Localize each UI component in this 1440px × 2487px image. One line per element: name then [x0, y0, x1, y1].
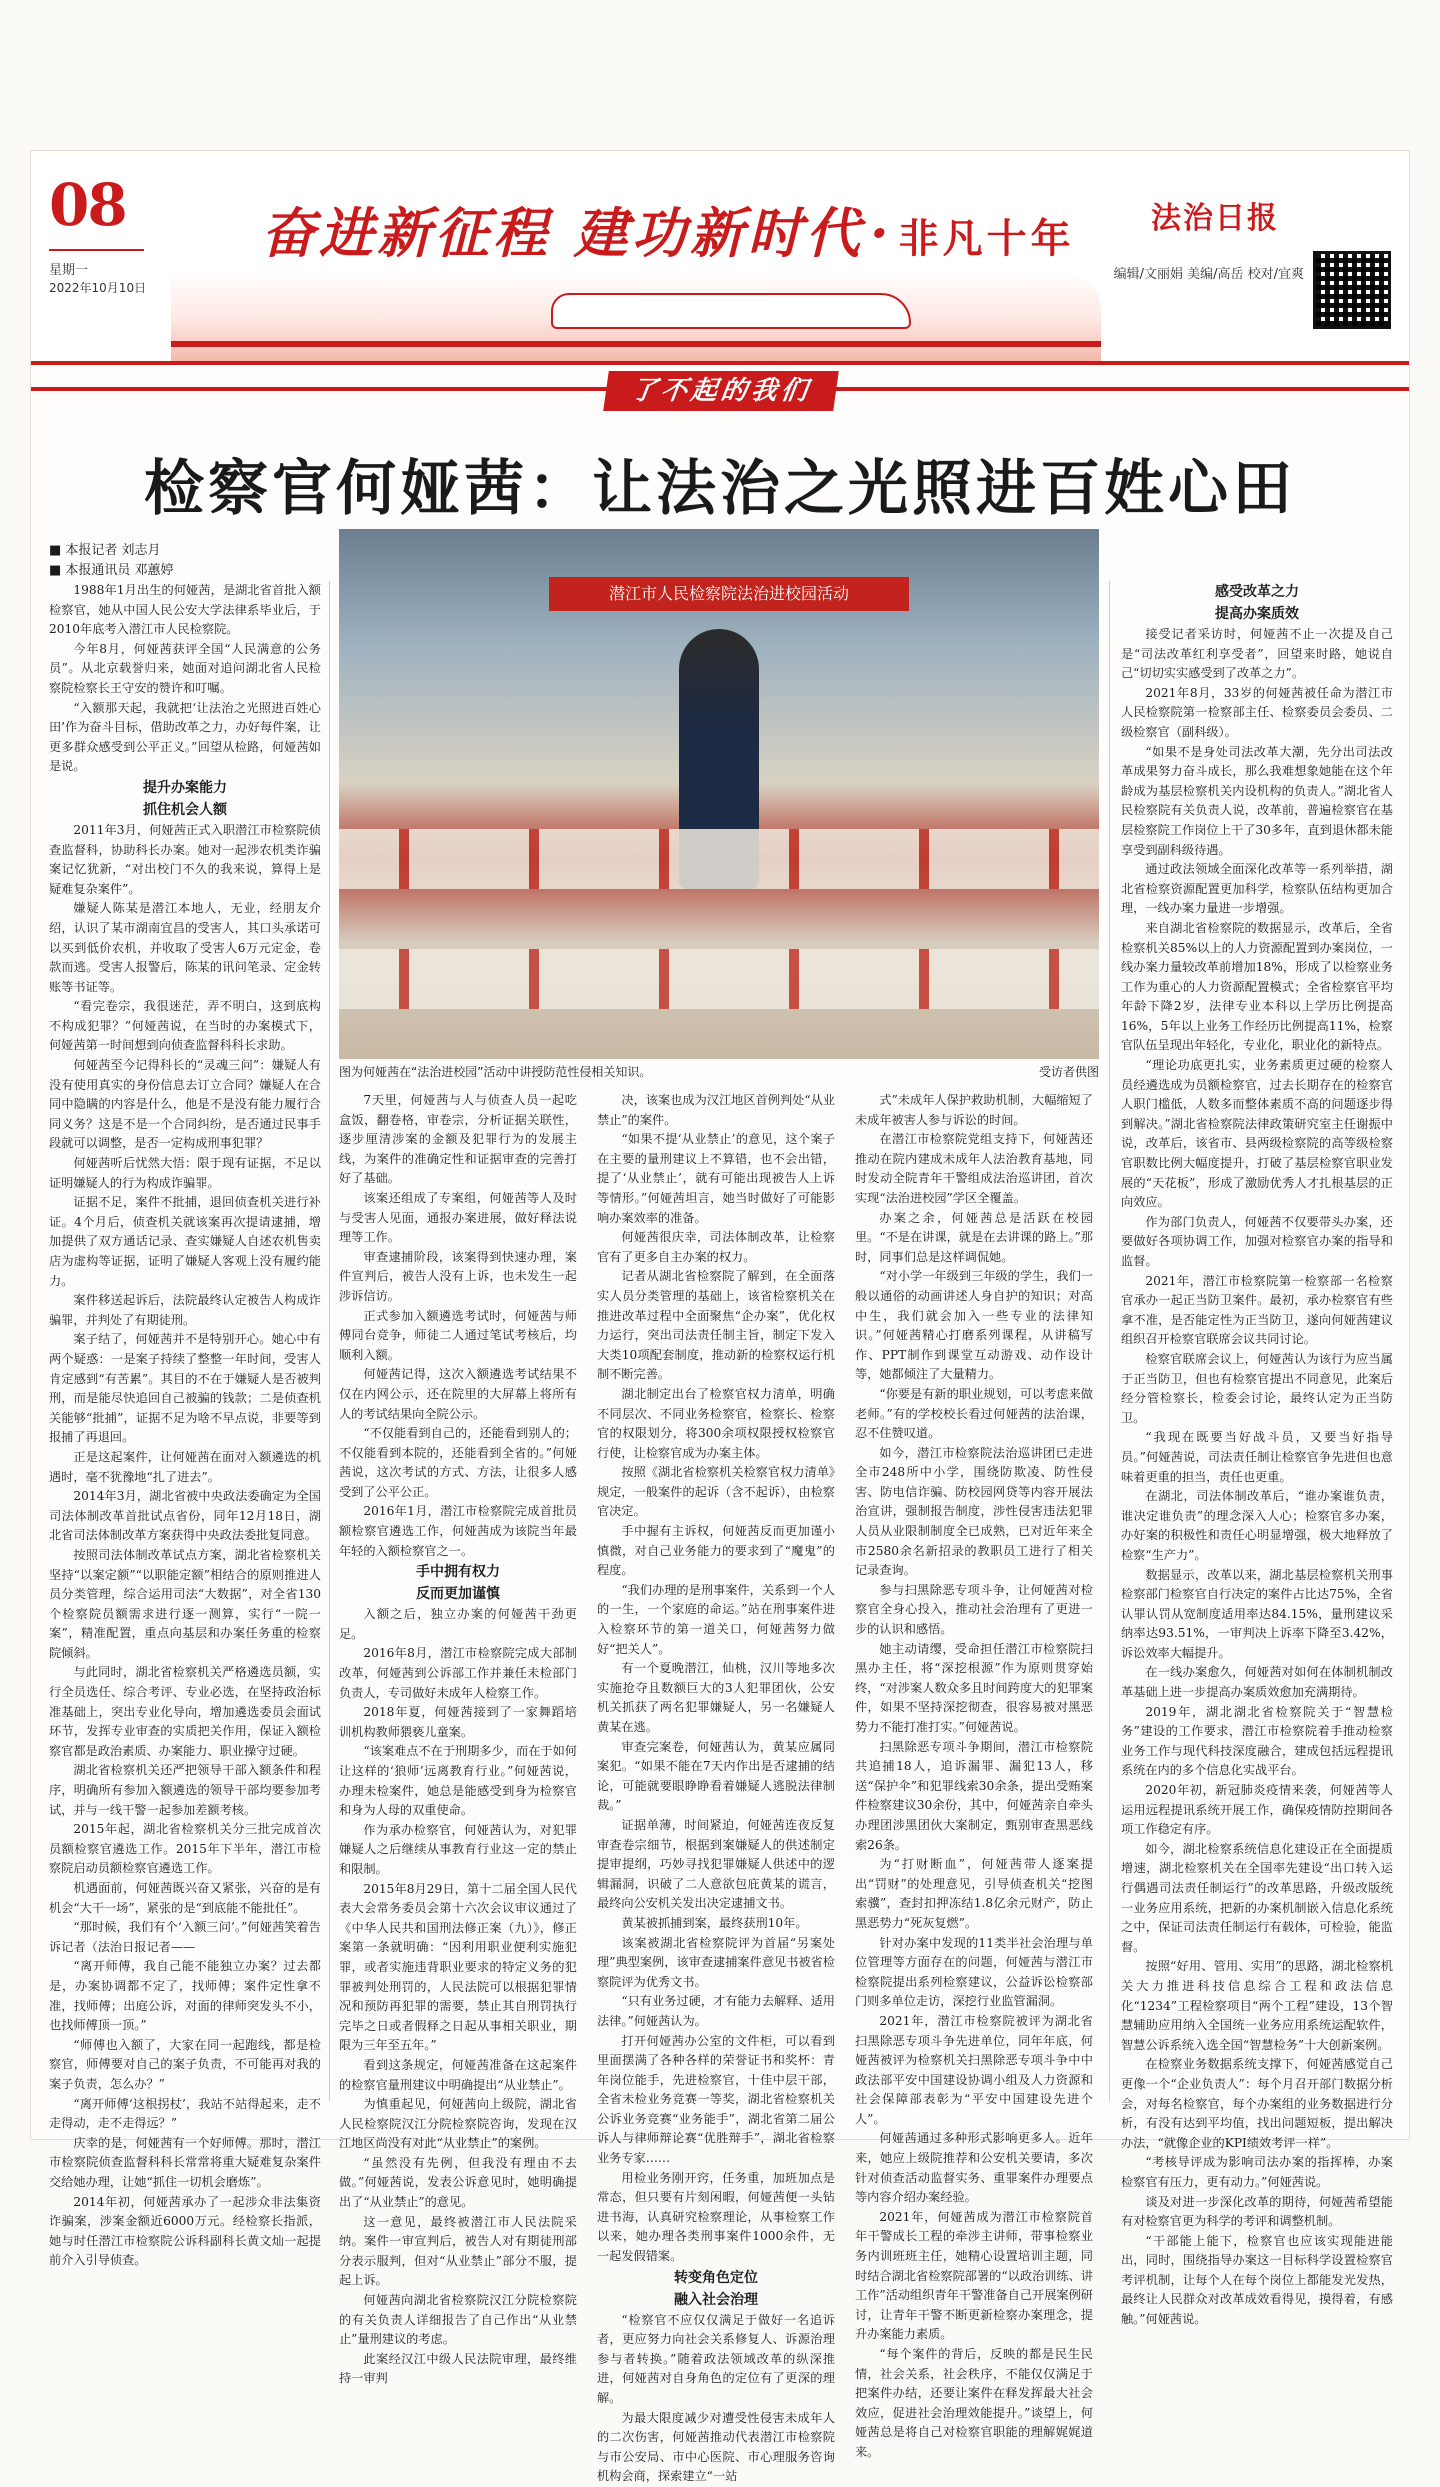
- header-red-line: [171, 341, 1101, 347]
- paragraph: 2020年初，新冠肺炎疫情来袭，何娅茜等人运用远程提讯系统开展工作，确保疫情防控期间各项工作稳定有序。: [1121, 1783, 1393, 1837]
- paragraph: “我们办理的是刑事案件，关系到一个人的一生，一个家庭的命运。”站在刑事案件进入检察环节的第一道关口，何娅茜努力做好“把关人”。: [597, 1582, 835, 1656]
- paragraph: “理论功底更扎实，业务素质更过硬的检察人员经遴选成为员额检察官，过去长期存在的检察官人职门槛低，人数多而整体素质不高的问题逐步得到解决。”湖北省检察院法律政策研究室主任谢振中说，改革后，该省市、县两级检察院的高等级检察官职数比例大幅度提升，打破了基层检察官职业发展的“天花板”，形成了激励优秀人才扎根基层的正向效应。: [1121, 1058, 1393, 1210]
- header-divider: [49, 249, 144, 251]
- editor-credits: 编辑/文丽娟 美编/高岳 校对/宜爽: [1113, 267, 1304, 282]
- paragraph: 在一线办案愈久，何娅茜对如何在体制机制改革基础上进一步提高办案质效愈加充满期待。: [1121, 1665, 1393, 1700]
- subheading: 感受改革之力 提高办案质效: [1215, 584, 1299, 622]
- subheading: 手中拥有权力 反而更加谨慎: [416, 1564, 500, 1603]
- paragraph: “我现在既要当好战斗员，又要当好指导员。”何娅茜说，司法责任制让检察官争先进但也意味着更重的担当，责任也更重。: [1121, 1430, 1393, 1484]
- paragraph: 用检业务刚开窍，任务重，加班加点是常态，但只要有片刻闲暇，何娅茜便一头钻进书海，认真研究检察理论，从事检察工作以来，她办理各类刑事案件1000余件，无一起发假错案。: [597, 2170, 835, 2264]
- paragraph: 按照《湖北省检察机关检察官权力清单》规定，一般案件的起诉（含不起诉），由检察官决定。: [597, 1465, 835, 1519]
- slogan-main: 奋进新征程 建功新时代: [261, 201, 864, 265]
- qr-code-icon: [1313, 251, 1391, 329]
- photo-banner: 潜江市人民检察院法治进校园活动: [549, 577, 909, 611]
- paragraph: “师傅也入额了，大家在同一起跑线，都是检察官，师傅要对自己的案子负责，不可能再对我的案子负责，怎么办？”: [49, 2037, 321, 2091]
- paragraph: 检察官联席会议上，何娅茜认为该行为应当属于正当防卫，但也有检察官提出不同意见，此案后经分管检察长，检委会讨论，最终认定为正当防卫。: [1121, 1351, 1393, 1425]
- paragraph: 作为部门负责人，何娅茜不仅要带头办案，还要做好各项协调工作，加强对检察官办案的指导和监督。: [1121, 1214, 1393, 1268]
- paragraph: 如今，潜江市检察院法治巡讲团已走进全市248所中小学，围绕防欺凌、防性侵害、防电信诈骗、防校园网贷等内容开展法治宣讲，强制报告制度，涉性侵害违法犯罪人员从业限制制度全已成熟，已对近年来全市2580余名新招录的教职员工进行了相关记录查询。: [855, 1445, 1093, 1578]
- paragraph: “离开师傅，我自己能不能独立办案？过去都是，办案协调都不定了，找师傅；案件定性拿不准，找师傅；出庭公诉，对面的律师突发头不小，也找师傅顶一顶。”: [49, 1959, 321, 2033]
- page-number: 08: [49, 171, 126, 239]
- paragraph: 何娅茜通过多种形式影响更多人。近年来，她应上级院推荐和公安机关要请，多次针对侦查活动监督实务、重罪案件办理要点等内容介绍办案经验。: [855, 2131, 1093, 2205]
- byline: [49, 541, 174, 581]
- paragraph: 2015年起，湖北省检察机关分三批完成首次员额检察官遴选工作。2015年下半年，潜江市检察院启动员额检察官遴选工作。: [49, 1822, 321, 1876]
- header-slogan: [261, 191, 1075, 268]
- paragraph: 2021年，何娅茜成为潜江市检察院首年干警成长工程的牵涉主讲师，带事检察业务内训班班主任，她精心设置培训主题，同时结合湖北省检察院部署的“以政治训练、讲工作”活动组织青年干警准备自己开展案例研讨，让青年干警不断更新检察办案理念，提升办案能力素质。: [855, 2209, 1093, 2342]
- paragraph: “该案难点不在于刑期多少，而在于如何让这样的‘狼师’远离教育行业。”何娅茜说，办理未检案件，她总是能感受到身为检察官和身为人母的双重使命。: [339, 1744, 577, 1818]
- paragraph: 审查逮捕阶段，该案得到快速办理，案件宣判后，被告人没有上诉，也未发生一起涉诉信访。: [339, 1249, 577, 1303]
- paragraph: 何娅茜记得，这次入额遴选考试结果不仅在内网公示，还在院里的大屏幕上将所有人的考试结果向全院公示。: [339, 1367, 577, 1421]
- paragraph: 作为承办检察官，何娅茜认为，对犯罪嫌疑人之后继续从事教育行业这一定的禁止和限制。: [339, 1822, 577, 1876]
- paragraph: 该案还组成了专案组，何娅茜等人及时与受害人见面，通报办案进展，做好释法说理等工作。: [339, 1190, 577, 1245]
- paragraph: 数据显示，改革以来，湖北基层检察机关刑事检察部门检察官自行决定的案件占比达75%，全省认罪认罚从宽制度适用率达84.15%，量刑建议采纳率达93.51%，一审判决上诉率下降至3.42%，诉讼效率大幅提升。: [1121, 1567, 1393, 1660]
- paragraph: 审查完案卷，何娅茜认为，黄某应属同案犯。“如果不能在7天内作出是否逮捕的结论，可能就要眼睁睁看着嫌疑人逃脱法律制裁。”: [597, 1739, 835, 1813]
- paragraph: 2021年，潜江市检察院第一检察部一名检察官承办一起正当防卫案件。最初，承办检察官有些拿不准，是否能定性为正当防卫，遂向何娅茜建议组织召开检察官联席会议共同讨论。: [1121, 1273, 1393, 1347]
- paragraph: 证据不足，案件不批捕，退回侦查机关进行补证。4个月后，侦查机关就该案再次提请逮捕，增加提供了双方通话记录、查实嫌疑人自述农机售卖店为虚构等证据，证明了嫌疑人客观上没有履约能力。: [49, 1195, 321, 1288]
- paragraph: 通过政法领域全面深化改革等一系列举措，湖北省检察资源配置更加科学，检察队伍结构更加合理，一线办案力量进一步增强。: [1121, 862, 1393, 916]
- paragraph: 为慎重起见，何娅茜向上级院，湖北省人民检察院汉江分院检察院咨询，发现在汉江地区尚没有对此“从业禁止”的案例。: [339, 2097, 577, 2151]
- article-column-4: [855, 1091, 1093, 2459]
- paragraph: 谈及对进一步深化改革的期待，何娅茜希望能有对检察官更为科学的考评和调整机制。: [1121, 2194, 1393, 2229]
- paragraph: 7天里，何娅茜与人与侦查人员一起吃盒饭，翻卷格，审卷宗，分析证据关联性，逐步厘清涉案的金额及犯罪行为的发展主线，为案件的准确定性和证据审查的完善打好了基础。: [339, 1093, 577, 1186]
- paragraph: 何娅茜很庆幸，司法体制改革，让检察官有了更多自主办案的权力。: [597, 1230, 835, 1264]
- paragraph: 如今，湖北检察系统信息化建设正在全面提质增速，湖北检察机关在全国率先建设“出口转入运行偶遇司法责任制运行”的改革思路，升级改版统一业务应用系统，把新的办案机制嵌入信息化系统之中，保证司法责任制运行有载体，可检验，能监督。: [1121, 1841, 1393, 1954]
- paragraph: 2016年1月，潜江市检察院完成首批员额检察官遴选工作，何娅茜成为该院当年最年轻的入额检察官之一。: [339, 1504, 577, 1558]
- paragraph: 2021年，潜江市检察院被评为湖北省扫黑除恶专项斗争先进单位，同年年底，何娅茜被评为检察机关扫黑除恶专项斗争中中政法部平安中国建设协调小组及人力资源和社会保障部表彰为“平安中国建设先进个人”。: [855, 2013, 1093, 2126]
- paragraph: 2014年初，何娅茜承办了一起涉众非法集资诈骗案，涉案金额近6000万元。经检察长指派，她与时任潜江市检察院公诉科副科长黄文灿一起提前介入引导侦查。: [49, 2194, 321, 2268]
- paragraph: “如果不提‘从业禁止’的意见，这个案子在主要的量刑建议上不算错，也不会出错，提了‘从业禁止’，就有可能出现被告人上诉等情形。”何娅茜坦言，她当时做好了可能影响办案效率的准备。: [597, 1132, 835, 1225]
- paragraph: “不仅能看到自己的，还能看到别人的；不仅能看到本院的，还能看到全省的。”何娅茜说，这次考试的方式、方法，让很多人感受到了公平公正。: [339, 1426, 577, 1499]
- paragraph: 2021年8月，33岁的何娅茜被任命为潜江市人民检察院第一检察部主任、检察委员会委员、二级检察官（副科级）。: [1121, 685, 1393, 739]
- newspaper-logo: 法治日报: [1151, 201, 1279, 236]
- paragraph: 入额之后，独立办案的何娅茜干劲更足。: [339, 1607, 577, 1641]
- paragraph: 有一个夏晚潜江，仙桃，汉川等地多次实施抢夺且数额巨大的3人犯罪团伙，公安机关抓获了两名犯罪嫌疑人，另一名嫌疑人黄某在逃。: [597, 1661, 835, 1734]
- paragraph: “入额那天起，我就把‘让法治之光照进百姓心田’作为奋斗目标，借助改革之力，办好每件案，让更多群众感受到公平正义。”回望从检路，何娅茜如是说。: [49, 700, 321, 774]
- caption-text: 图为何娅茜在“法治进校园”活动中讲授防范性侵相关知识。: [339, 1065, 652, 1079]
- paragraph: 2014年3月，湖北省被中央政法委确定为全国司法体制改革首批试点省份，同年12月18日，湖北省司法体制改革方案获得中央政法委批复同意。: [49, 1489, 321, 1543]
- paragraph: “看完卷宗，我很迷茫，弄不明白，这到底构不构成犯罪？”何娅茜说，在当时的办案模式下，何娅茜第一时间想到向侦查监督科科长求助。: [49, 999, 321, 1053]
- paragraph: 办案之余，何娅茜总是活跃在校园里。“不是在讲课，就是在去讲课的路上。”那时，同事们总是这样调侃她。: [855, 1210, 1093, 1264]
- paragraph: 她主动请缨，受命担任潜江市检察院扫黑办主任，将“深挖根源”作为原则贯穿始终，“对涉案人数众多且时间跨度大的犯罪案件，如果不坚持深挖彻查，很容易被对黑恶势力不能打准打实。”何娅茜说。: [855, 1641, 1093, 1734]
- paragraph: 机遇面前，何娅茜既兴奋又紧张，兴奋的是有机会“大干一场”，紧张的是“到底能不能批任”。: [49, 1881, 321, 1915]
- paragraph: “检察官不应仅仅满足于做好一名追诉者，更应努力向社会关系修复人、诉源治理参与者转换。”随着政法领域改革的纵深推进，何娅茜对自身角色的定位有了更深的理解。: [597, 2312, 835, 2405]
- paragraph: 正式参加入额遴选考试时，何娅茜与师傅同台竞争，师徒二人通过笔试考核后，均顺利入额。: [339, 1308, 577, 1362]
- subheading: 转变角色定位 融入社会治理: [674, 2269, 758, 2308]
- paragraph: 正是这起案件，让何娅茜在面对入额遴选的机遇时，毫不犹豫地“扎了进去”。: [49, 1449, 321, 1484]
- paragraph: 参与扫黑除恶专项斗争，让何娅茜对检察官全身心投入，推动社会治理有了更进一步的认识和感悟。: [855, 1582, 1093, 1637]
- paragraph: “虽然没有先例，但我没有理由不去做。”何娅茜说，发表公诉意见时，她明确提出了“从业禁止”的意见。: [339, 2155, 577, 2210]
- page-header: [31, 151, 1409, 365]
- paragraph: 2019年，湖北湖北省检察院关于“智慧检务”建设的工作要求，潜江市检察院着手推动检察业务工作与现代科技深度融合，建成包括远程提讯系统在内的多个信息化实战平台。: [1121, 1704, 1393, 1778]
- paragraph: “考核导评成为影响司法办案的指挥棒，办案检察官有压力，更有动力。”何娅茜说。: [1121, 2155, 1393, 2189]
- paragraph: “只有业务过硬，才有能力去解释、适用法律。”何娅茜认为。: [597, 1994, 835, 2028]
- paragraph: 按照司法体制改革试点方案，湖北省检察机关坚持“以案定额”“以职能定额”相结合的原则推进人员分类管理，综合运用司法“大数据”，对全省130个检察院员额需求进行逐一测算，实行“一院一案”，精准配置，重点向基层和办案任务重的检察院倾斜。: [49, 1547, 321, 1660]
- paragraph: 今年8月，何娅茜获评全国“人民满意的公务员”。从北京载誉归来，她面对追问湖北省人民检察院检察长王守安的赞许和叮嘱。: [49, 641, 321, 695]
- paragraph: “离开师傅‘这根拐杖’，我站不站得起来，走不走得动，走不走得远？”: [49, 2096, 321, 2131]
- paragraph: 庆幸的是，何娅茜有一个好师傅。那时，潜江市检察院侦查监督科科长常常将重大疑难复杂案件交给她办理，让她“抓住一切机会磨炼”。: [49, 2135, 321, 2189]
- paragraph: 针对办案中发现的11类半社会治理与单位管理等方面存在的问题，何娅茜与潜江市检察院提出系列检察建议，公益诉讼检察部门则多单位走访，深挖行业监管漏洞。: [855, 1935, 1093, 2009]
- paragraph: 黄某被抓捕到案，最终获刑10年。: [621, 1915, 808, 1930]
- article-column-5: [1121, 581, 1393, 2327]
- paragraph: 何娅茜听后忧然大悟：限于现有证据，不足以证明嫌疑人的行为构成诈骗罪。: [49, 1156, 321, 1190]
- paragraph: 按照“好用、管用、实用”的思路，湖北检察机关大力推进科技信息综合工程和政法信息化“1234”工程检察项目“两个工程”建设，13个智慧辅助应用纳入全国统一业务应用系统运配软件，智慧公诉系统入选全国“智慧检务”十大创新案例。: [1121, 1959, 1393, 2052]
- newspaper-page: [30, 150, 1410, 2484]
- paragraph: 嫌疑人陈某是潜江本地人，无业，经朋友介绍，认识了某市湖南宜昌的受害人，其口头承诺可以买到低价农机，并收取了受害人6万元定金，卷款而逃。受害人报警后，陈某的讯问笔录、定金转账等书证等。: [49, 901, 321, 994]
- column-rule: [329, 581, 330, 2101]
- column-label: 了不起的我们: [603, 371, 839, 411]
- paragraph: “对小学一年级到三年级的学生，我们一般以通俗的动画讲述人身自护的知识；对高中生，我们就会加入一些专业的法律知识。”何娅茜精心打磨系列课程，从讲稿写作、PPT制作到课堂互动游戏、动作设计等，她都倾注了大量精力。: [855, 1269, 1093, 1382]
- paragraph: 在潜江市检察院党组支持下，何娅茜还推动在院内建成未成年人法治教育基地，同时发动全院青年干警组成法治巡讲团，首次实现“法治进校园”学区全覆盖。: [855, 1132, 1093, 1205]
- article-column-3: [597, 1091, 835, 2484]
- paragraph: 打开何娅茜办公室的文件柜，可以看到里面摆满了各种各样的荣誉证书和奖杯：青年岗位能手，先进检察官，十佳中层干部，全省未检业务竞赛一等奖，湖北省检察机关公诉业务竞赛“业务能手”，湖北省第二届公诉人与律师辩论赛“优胜辩手”，湖北省检察业务专家……: [597, 2033, 835, 2166]
- paragraph: 湖北省检察机关还严把领导干部入额条件和程序，明确所有参加入额遴选的领导干部均要参加考试，并与一线干警一起参加差额考核。: [49, 1763, 321, 1817]
- paragraph: 2015年8月29日，第十二届全国人民代表大会常务委员会第十六次会议审议通过了《中华人民共和国刑法修正案（九）》，修正案第一条就明确：“因利用职业便利实施犯罪，或者实施违背职业要求的特定义务的犯罪被判处刑罚的，人民法院可以根据犯罪情况和预防再犯罪的需要，禁止其自刑罚执行完毕之日或者假释之日起从事相关职业，期限为三年至五年。”: [339, 1881, 577, 2053]
- byline-correspondent: ■ 本报通讯员 邓蕙婷: [49, 563, 174, 578]
- paragraph: “如果不是身处司法改革大潮，先分出司法改革成果努力奋斗成长，那么我难想象她能在这个年龄成为基层检察机关内设机构的负责人。”湖北省人民检察院有关负责人说，改革前，普遍检察官在基层检察院工作岗位上干了30多年，直到退休都未能享受到副科级待遇。: [1121, 744, 1393, 857]
- article-column-2: [339, 1091, 577, 2386]
- paragraph: 在检察业务数据系统支撑下，何娅茜感觉自己更像一个“企业负责人”：每个月召开部门数据分析会，对每名检察官，每个办案组的业务数据进行分析，有没有达到平均值，找出问题短板，提出解决办法，“就像企业的KPI绩效考评一样”。: [1121, 2057, 1393, 2150]
- paragraph: 这一意见，最终被潜江市人民法院采纳。案件一审宣判后，被告人对有期徒刑部分表示服判，但对“从业禁止”部分不服，提起上诉。: [339, 2214, 577, 2288]
- paragraph: 决，该案也成为汉江地区首例判处“从业禁止”的案件。: [597, 1093, 835, 1127]
- paragraph: “干部能上能下，检察官也应该实现能进能出，同时，围绕指导办案这一目标科学设置检察官考评机制，让每个人在每个岗位上都能发光发热，最终让人民群众对改革成效看得见，摸得着，有感触。”何娅茜说。: [1121, 2233, 1393, 2327]
- paragraph: 2011年3月，何娅茜正式入职潜江市检察院侦查监督科，协助科长办案。她对一起涉农机类诈骗案记忆犹新，“对出校门不久的我来说，算得上是疑难复杂案件”。: [49, 822, 321, 896]
- article-headline: 检察官何娅茜：让法治之光照进百姓心田: [144, 454, 1296, 524]
- weekday: 星期一: [49, 263, 89, 278]
- paragraph: 2016年8月，潜江市检察院完成大部制改革，何娅茜到公诉部工作并兼任未检部门负责人，专司做好未成年人检察工作。: [339, 1646, 577, 1700]
- paragraph: 此案经汉江中级人民法院审理，最终维持一审判: [339, 2351, 577, 2386]
- article-column-1: [49, 581, 321, 2268]
- byline-reporter: ■ 本报记者 刘志月: [49, 543, 161, 558]
- paragraph: 式”未成年人保护救助机制，大幅缩短了未成年被害人参与诉讼的时间。: [855, 1093, 1093, 1127]
- paragraph: 为最大限度减少对遭受性侵害未成年人的二次伤害，何娅茜推动代表潜江市检察院与市公安局、市中心医院、市心理服务咨询机构会商，探索建立“一站: [597, 2410, 835, 2484]
- slogan-dot: ·: [869, 201, 893, 265]
- paragraph: 与此同时，湖北省检察机关严格遴选员额，实行全员选任、综合考评、专业必选，在坚持政治标准基础上，突出专业化导向，增加遴选委员会面试环节，发挥专业审查的实质把关作用，保证入额检察官都是政治素质、办案能力、职业操守过硬。: [49, 1665, 321, 1758]
- paragraph: 为“打财断血”，何娅茜带人逐案提出“罚财”的处理意见，引导侦查机关“挖图索骥”，查封扣押冻结1.8亿余元财产，防止黑恶势力“死灰复燃”。: [855, 1857, 1093, 1930]
- slogan-tail: 非凡十年: [898, 216, 1075, 262]
- paragraph: 1988年1月出生的何娅茜，是湖北省首批入额检察官，她从中国人民公安大学法律系毕业后，于2010年底考入潜江市人民检察院。: [49, 583, 321, 637]
- paragraph: 案件移送起诉后，法院最终认定被告人构成诈骗罪，并判处了有期徒刑。: [49, 1293, 321, 1327]
- article-photo: [339, 529, 1099, 1059]
- paragraph: 在湖北，司法体制改革后，“谁办案谁负责，谁决定谁负责”的理念深入人心；检察官多办案，办好案的积极性和责任心明显增强，极大地释放了检察“生产力”。: [1121, 1489, 1393, 1562]
- paragraph: 何娅茜至今记得科长的“灵魂三问”：嫌疑人有没有使用真实的身份信息去订立合同？嫌疑人在合同中隐瞒的内容是什么，他是不是没有能力履行合同义务？这是不是一个合同纠纷，是否通过民事手段就可以调整，是否一定构成刑事犯罪？: [49, 1058, 321, 1151]
- paragraph: 来自湖北省检察院的数据显示，改革后，全省检察机关85%以上的人力资源配置到办案岗位，一线办案力量较改革前增加18%，形成了以检察业务工作为重心的人力资源配置模式；全省检察官平均年龄下降2岁，法律专业本科以上学历比例提高16%，5年以上业务工作经历比例提高11%，检察官队伍呈现出年轻化，专业化，职业化的新特点。: [1121, 920, 1393, 1053]
- paragraph: 何娅茜向湖北省检察院汉江分院检察院的有关负责人详细报告了自己作出“从业禁止”量刑建议的考虑。: [339, 2293, 577, 2347]
- paragraph: 扫黑除恶专项斗争期间，潜江市检察院共追捕18人，追诉漏罪、漏犯13人，移送“保护伞”和犯罪线索30余条，提出受贿案件检察建议30余份，其中，何娅茜亲自牵头办理团涉黑团伙大案制定，甄别审查黑恶线索26条。: [855, 1739, 1093, 1852]
- paragraph: 该案被湖北省检察院评为首届“另案处理”典型案例，该审查逮捕案件意见书被省检察院评为优秀文书。: [597, 1935, 835, 1989]
- paragraph: “每个案件的背后，反映的都是民生民情，社会关系，社会秩序，不能仅仅满足于把案件办结，还要让案件在释发挥最大社会效应，促进社会治理效能提升。”谈望上，何娅茜总是将自己对检察官职能的理解娓娓道来。: [855, 2347, 1093, 2459]
- paragraph: 湖北制定出台了检察官权力清单，明确不同层次、不同业务检察官，检察长、检察官的权限划分，将300余项权限授权检察官行使，让检察官成为办案主体。: [597, 1386, 835, 1460]
- header-train-graphic: [171, 271, 1101, 361]
- paragraph: “那时候，我们有个‘入额三问’。”何娅茜笑着告诉记者（法治日报记者——: [49, 1920, 321, 1954]
- column-rule: [1109, 581, 1110, 2101]
- paragraph: 接受记者采访时，何娅茜不止一次提及自己是“司法改革红利享受者”，回望来时路，她说自己“切切实实感受到了改革之力”。: [1121, 627, 1393, 681]
- paragraph: 手中握有主诉权，何娅茜反而更加谨小慎微，对自己业务能力的要求到了“魔鬼”的程度。: [597, 1524, 835, 1578]
- photo-credit: 受访者供图: [1038, 1065, 1099, 1079]
- subheading: 提升办案能力 抓住机会人额: [143, 779, 227, 818]
- paragraph: “你要是有新的职业规划，可以考虑来做老师。”有的学校校长看过何娅茜的法治课，忍不住赞叹道。: [855, 1386, 1093, 1441]
- paragraph: 证据单薄，时间紧迫，何娅茜连夜反复审查卷宗细节，根据到案嫌疑人的供述制定提审提纲，巧妙寻找犯罪嫌疑人供述中的逻辑漏洞，识破了二人意欲包庇黄某的谎言，最终向公安机关发出决定逮捕文书。: [597, 1817, 835, 1911]
- paragraph: 2018年夏，何娅茜接到了一家舞蹈培训机构教师猥亵儿童案。: [339, 1705, 577, 1739]
- paragraph: 记者从湖北省检察院了解到，在全面落实人员分类管理的基础上，该省检察机关在推进改革过程中全面聚焦“企办案”，优化权力运行，突出司法责任制主旨，制定下发入大类10项配套制度，推动新的检察权运行机制不断完善。: [597, 1269, 835, 1382]
- paragraph: 案子结了，何娅茜并不是特别开心。她心中有两个疑惑：一是案子持续了整整一年时间，受害人肯定感到“有苦累”。其目的不在于嫌疑人是否被判刑，而是能尽快追回自己被骗的钱款；二是侦查机关能够“批捕”，证据不足为啥不早点说，非要等到报捕了再退回。: [49, 1332, 321, 1445]
- paragraph: 看到这条规定，何娅茜准备在这起案件的检察官量刑建议中明确提出“从业禁止”。: [339, 2057, 577, 2092]
- photo-caption: [339, 1063, 1099, 1080]
- photo-chairs-row: [339, 949, 1099, 1009]
- photo-chairs-row: [339, 829, 1099, 889]
- column-banner: [31, 365, 1409, 423]
- issue-date: 2022年10月10日: [49, 281, 147, 295]
